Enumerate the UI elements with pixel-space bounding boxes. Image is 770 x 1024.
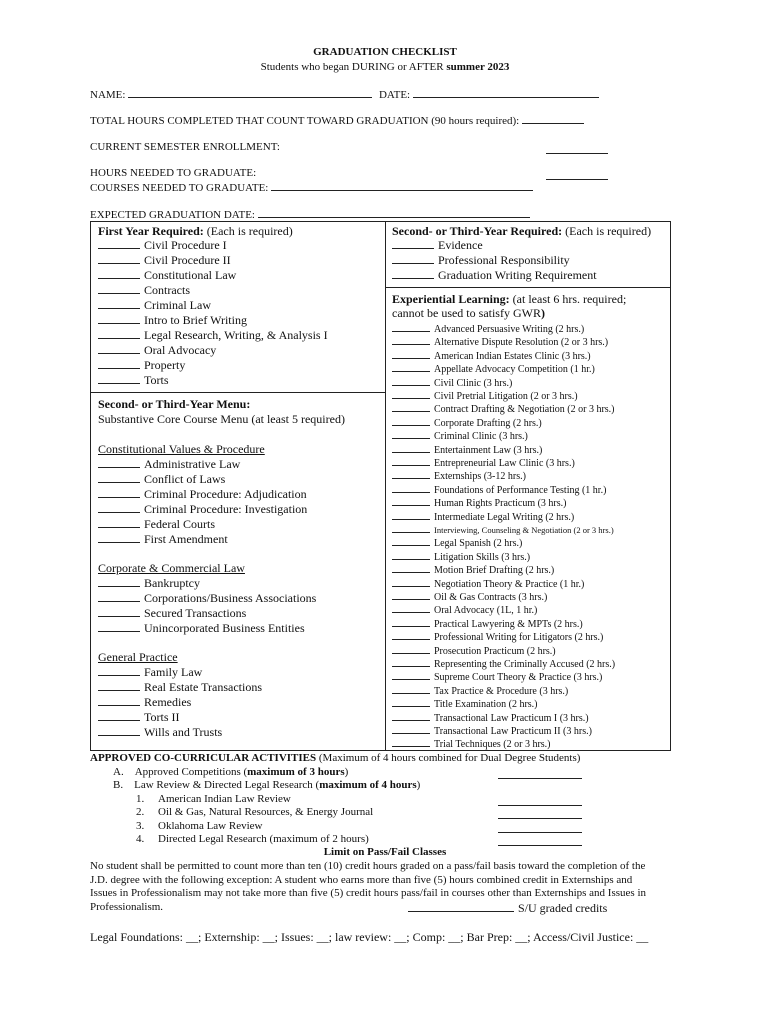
checkbox-line[interactable] bbox=[98, 680, 140, 691]
menu-course[interactable] bbox=[98, 665, 202, 680]
checkbox-line[interactable] bbox=[98, 665, 140, 676]
checkbox-line[interactable] bbox=[392, 656, 430, 667]
experiential-course[interactable] bbox=[392, 629, 603, 643]
first-year-course[interactable] bbox=[98, 298, 211, 313]
first-year-course[interactable] bbox=[98, 268, 236, 283]
course-name: Criminal Law bbox=[144, 298, 211, 312]
subitem-line[interactable] bbox=[498, 809, 582, 819]
checkbox-line[interactable] bbox=[392, 401, 430, 412]
course-name: Litigation Skills (3 hrs.) bbox=[434, 551, 531, 563]
course-name: Corporate Drafting (2 hrs.) bbox=[434, 417, 542, 429]
course-name: Contract Drafting & Negotiation (2 or 3 hrs.) bbox=[434, 404, 615, 416]
course-name: Alternative Dispute Resolution (2 or 3 hrs.) bbox=[434, 337, 609, 349]
course-name: Civil Procedure II bbox=[144, 253, 231, 267]
course-name: Property bbox=[144, 358, 186, 372]
first-year-course[interactable] bbox=[98, 283, 190, 298]
course-name: Real Estate Transactions bbox=[144, 680, 262, 694]
course-name: Human Rights Practicum (3 hrs.) bbox=[434, 498, 567, 510]
checkbox-line[interactable] bbox=[98, 517, 140, 528]
checkbox-line[interactable] bbox=[392, 736, 430, 747]
course-name: Intro to Brief Writing bbox=[144, 313, 247, 327]
checkbox-line[interactable] bbox=[98, 621, 140, 632]
hours-needed-line[interactable] bbox=[546, 170, 608, 180]
experiential-course[interactable] bbox=[392, 710, 589, 724]
first-year-course[interactable] bbox=[98, 313, 247, 328]
course-name: Entertainment Law (3 hrs.) bbox=[434, 444, 543, 456]
course-name: Unincorporated Business Entities bbox=[144, 621, 305, 635]
checkbox-line[interactable] bbox=[98, 238, 140, 249]
item-a-close: ) bbox=[344, 766, 349, 778]
course-name: Supreme Court Theory & Practice (3 hrs.) bbox=[434, 672, 603, 684]
cocurricular-title: APPROVED CO-CURRICULAR ACTIVITIES bbox=[90, 752, 317, 764]
checkbox-line[interactable] bbox=[392, 669, 430, 680]
checkbox-line[interactable] bbox=[98, 502, 140, 513]
checkbox-line[interactable] bbox=[392, 442, 430, 453]
checkbox-line[interactable] bbox=[98, 343, 140, 354]
course-name: Externships (3-12 hrs.) bbox=[434, 471, 526, 483]
cocurricular-item-a bbox=[113, 766, 348, 778]
course-name: Motion Brief Drafting (2 hrs.) bbox=[434, 565, 555, 577]
checkbox-line[interactable] bbox=[98, 358, 140, 369]
subtitle-term: summer 2023 bbox=[446, 61, 510, 73]
item-b-text: Law Review & Directed Legal Research ( bbox=[134, 779, 320, 791]
course-name: Advanced Persuasive Writing (2 hrs.) bbox=[434, 324, 585, 335]
experiential-note-2: cannot be used to satisfy GWR bbox=[392, 306, 541, 320]
date-label: DATE: bbox=[378, 89, 411, 101]
checkbox-line[interactable] bbox=[392, 535, 430, 546]
subitem-number: 1. bbox=[136, 793, 145, 805]
checkbox-line[interactable] bbox=[392, 334, 430, 345]
checkbox-line[interactable] bbox=[392, 428, 430, 439]
checkbox-line[interactable] bbox=[392, 238, 434, 249]
checkbox-line[interactable] bbox=[392, 415, 430, 426]
course-name: Bankruptcy bbox=[144, 576, 200, 590]
experiential-course[interactable] bbox=[392, 562, 554, 576]
checkbox-line[interactable] bbox=[98, 606, 140, 617]
expected-date-line[interactable] bbox=[258, 208, 530, 218]
checkbox-line[interactable] bbox=[392, 495, 430, 506]
checkbox-line[interactable] bbox=[392, 549, 430, 560]
checkbox-line[interactable] bbox=[98, 472, 140, 483]
checkbox-line[interactable] bbox=[392, 253, 434, 264]
course-name: Negotiation Theory & Practice (1 hr.) bbox=[434, 578, 585, 590]
passfail-heading: Limit on Pass/Fail Classes bbox=[323, 846, 447, 858]
name-field[interactable] bbox=[90, 88, 599, 101]
checkbox-line[interactable] bbox=[98, 313, 140, 324]
experiential-course[interactable] bbox=[392, 348, 591, 362]
item-a-limit: maximum of 3 hours bbox=[247, 766, 345, 778]
course-name: Administrative Law bbox=[144, 457, 241, 471]
menu-course[interactable] bbox=[98, 517, 215, 532]
checkbox-line[interactable] bbox=[392, 696, 430, 707]
su-line[interactable] bbox=[408, 902, 514, 912]
course-name: Torts bbox=[144, 373, 169, 387]
course-name: Representing the Criminally Accused (2 hrs.) bbox=[434, 659, 616, 670]
su-label: S/U graded credits bbox=[518, 901, 608, 915]
course-name: Tax Practice & Procedure (3 hrs.) bbox=[434, 685, 569, 697]
menu-group-title: General Practice bbox=[98, 650, 178, 664]
checkbox-line[interactable] bbox=[392, 468, 430, 479]
experiential-course[interactable] bbox=[392, 428, 528, 442]
experiential-course[interactable] bbox=[392, 576, 584, 590]
course-name: Foundations of Performance Testing (1 hr.) bbox=[434, 484, 607, 496]
checkbox-line[interactable] bbox=[98, 695, 140, 706]
course-name: American Indian Estates Clinic (3 hrs.) bbox=[434, 350, 591, 362]
checkbox-line[interactable] bbox=[98, 373, 140, 384]
cocurricular-subitem bbox=[136, 806, 373, 818]
experiential-course[interactable] bbox=[392, 401, 615, 415]
first-year-title: First Year Required: bbox=[98, 224, 204, 238]
total-hours-label: TOTAL HOURS COMPLETED THAT COUNT TOWARD GRADUATION (90 hours required): bbox=[90, 115, 520, 127]
course-name: Wills and Trusts bbox=[144, 725, 223, 739]
subitem-text: Oil & Gas, Natural Resources, & Energy Journal bbox=[158, 806, 374, 819]
experiential-course[interactable] bbox=[392, 616, 583, 630]
checkbox-line[interactable] bbox=[98, 487, 140, 498]
cocurricular-note: (Maximum of 4 hours combined for Dual Degree Students) bbox=[316, 752, 581, 764]
passfail-line-4: Professionalism. bbox=[90, 901, 164, 913]
course-name: Civil Procedure I bbox=[144, 238, 227, 252]
checkbox-line[interactable] bbox=[392, 576, 430, 587]
name-label: NAME: bbox=[90, 89, 126, 101]
menu-course[interactable] bbox=[98, 502, 307, 517]
checkbox-line[interactable] bbox=[392, 321, 430, 332]
checkbox-line[interactable] bbox=[392, 602, 430, 613]
date-line[interactable] bbox=[413, 88, 599, 98]
course-name: Oral Advocacy (1L, 1 hr.) bbox=[434, 605, 538, 617]
experiential-note-1: (at least 6 hrs. required; bbox=[509, 292, 627, 306]
course-name: Practical Lawyering & MPTs (2 hrs.) bbox=[434, 618, 583, 630]
menu-course[interactable] bbox=[98, 606, 246, 621]
experiential-course[interactable] bbox=[392, 549, 530, 563]
course-name: Interviewing, Counseling & Negotiation (2 or 3 hrs.) bbox=[434, 525, 614, 535]
su-field[interactable] bbox=[408, 901, 607, 916]
experiential-heading bbox=[392, 292, 626, 307]
first-year-note: (Each is required) bbox=[203, 224, 293, 238]
experiential-course[interactable] bbox=[392, 669, 602, 683]
footer-tally: Legal Foundations: __; Externship: __; Issues: __; law review: __; Comp: __; Bar Prep: __; Access/Civil Justice: __ bbox=[90, 930, 649, 944]
item-a-marker: A. bbox=[113, 766, 124, 778]
current-enrollment-label: CURRENT SEMESTER ENROLLMENT: bbox=[90, 141, 280, 153]
menu-course[interactable] bbox=[98, 472, 225, 487]
course-name: Entrepreneurial Law Clinic (3 hrs.) bbox=[434, 458, 575, 469]
checkbox-line[interactable] bbox=[392, 723, 430, 734]
expected-date-label: EXPECTED GRADUATION DATE: bbox=[90, 209, 255, 221]
menu-course[interactable] bbox=[98, 710, 179, 725]
experiential-note-close: ) bbox=[540, 306, 545, 320]
checkbox-line[interactable] bbox=[392, 268, 434, 279]
menu-course[interactable] bbox=[98, 591, 316, 606]
subtitle-prefix: Students who began DURING or AFTER bbox=[260, 61, 447, 73]
menu-course[interactable] bbox=[98, 532, 228, 547]
experiential-course[interactable] bbox=[392, 495, 566, 509]
course-name: Transactional Law Practicum II (3 hrs.) bbox=[434, 726, 592, 737]
checkbox-line[interactable] bbox=[98, 532, 140, 543]
course-name: Intermediate Legal Writing (2 hrs.) bbox=[434, 511, 575, 523]
checkbox-line[interactable] bbox=[98, 457, 140, 468]
courses-needed-line[interactable] bbox=[271, 181, 533, 191]
checkbox-line[interactable] bbox=[392, 683, 430, 694]
checkbox-line[interactable] bbox=[392, 643, 430, 654]
checkbox-line[interactable] bbox=[392, 455, 430, 466]
upper-required-course[interactable] bbox=[392, 238, 483, 253]
menu-group-title: Corporate & Commercial Law bbox=[98, 561, 245, 575]
cocurricular-subitem bbox=[136, 820, 262, 832]
upper-required-heading bbox=[392, 224, 651, 239]
cocurricular-subitem bbox=[136, 793, 291, 805]
experiential-course[interactable] bbox=[392, 375, 512, 389]
checkbox-line[interactable] bbox=[98, 283, 140, 294]
courses-needed-field[interactable] bbox=[90, 181, 533, 194]
checkbox-line[interactable] bbox=[392, 589, 430, 600]
experiential-course[interactable] bbox=[392, 468, 526, 482]
item-b-close: ) bbox=[416, 779, 421, 791]
first-year-course[interactable] bbox=[98, 343, 216, 358]
experiential-course[interactable] bbox=[392, 388, 578, 402]
course-name: Legal Spanish (2 hrs.) bbox=[434, 538, 523, 550]
course-name: Evidence bbox=[438, 238, 483, 252]
checkbox-line[interactable] bbox=[392, 348, 430, 359]
menu-course[interactable] bbox=[98, 725, 222, 740]
passfail-line-3: Issues in Professionalism may not take more than five (5) credit hours pass/fail in courses other than Externships and Issues in bbox=[90, 887, 646, 899]
course-name: Civil Pretrial Litigation (2 or 3 hrs.) bbox=[434, 391, 578, 402]
checkbox-line[interactable] bbox=[98, 253, 140, 264]
item-b-marker: B. bbox=[113, 779, 124, 791]
menu-course[interactable] bbox=[98, 621, 305, 636]
upper-required-note: (Each is required) bbox=[562, 224, 652, 238]
current-enrollment-line[interactable] bbox=[546, 144, 608, 154]
checkbox-line[interactable] bbox=[98, 576, 140, 587]
course-name: Transactional Law Practicum I (3 hrs.) bbox=[434, 712, 589, 724]
checkbox-line[interactable] bbox=[392, 522, 430, 533]
course-name: Constitutional Law bbox=[144, 268, 237, 282]
checkbox-line[interactable] bbox=[392, 710, 430, 721]
course-name: Corporations/Business Associations bbox=[144, 591, 317, 605]
checkbox-line[interactable] bbox=[98, 298, 140, 309]
menu-note: Substantive Core Course Menu (at least 5 required) bbox=[98, 412, 345, 426]
experiential-course[interactable] bbox=[392, 643, 556, 657]
courses-needed-label: COURSES NEEDED TO GRADUATE: bbox=[90, 182, 269, 194]
checkbox-line[interactable] bbox=[98, 591, 140, 602]
checkbox-line[interactable] bbox=[392, 361, 430, 372]
first-year-course[interactable] bbox=[98, 238, 227, 253]
experiential-course[interactable] bbox=[392, 683, 568, 697]
experiential-course[interactable] bbox=[392, 656, 615, 670]
subitem-number: 3. bbox=[136, 819, 145, 832]
total-hours-field[interactable] bbox=[90, 114, 584, 127]
menu-heading: Second- or Third-Year Menu: bbox=[98, 397, 251, 411]
cocurricular-subitem bbox=[136, 833, 369, 845]
course-name: Family Law bbox=[144, 665, 203, 679]
course-name: Legal Research, Writing, & Analysis I bbox=[144, 328, 328, 342]
experiential-course[interactable] bbox=[392, 321, 584, 335]
subitem-line[interactable] bbox=[498, 836, 582, 846]
experiential-course[interactable] bbox=[392, 442, 542, 456]
course-name: Prosecution Practicum (2 hrs.) bbox=[434, 645, 556, 657]
course-name: Remedies bbox=[144, 695, 192, 709]
menu-course[interactable] bbox=[98, 457, 240, 472]
course-name: Appellate Advocacy Competition (1 hr.) bbox=[434, 364, 595, 376]
checkbox-line[interactable] bbox=[98, 328, 140, 339]
passfail-line-1: No student shall be permitted to count more than ten (10) credit hours graded on a pass/fail basis toward the completion of the bbox=[90, 860, 646, 872]
experiential-course[interactable] bbox=[392, 415, 542, 429]
subitem-line[interactable] bbox=[498, 823, 582, 833]
experiential-course[interactable] bbox=[392, 696, 538, 710]
subitem-line[interactable] bbox=[498, 796, 582, 806]
subitem-text: American Indian Law Review bbox=[158, 793, 291, 805]
experiential-course[interactable] bbox=[392, 723, 592, 737]
course-name: Criminal Procedure: Investigation bbox=[144, 502, 308, 516]
experiential-course[interactable] bbox=[392, 361, 595, 375]
experiential-course[interactable] bbox=[392, 535, 522, 549]
first-year-course[interactable] bbox=[98, 253, 231, 268]
name-line[interactable] bbox=[128, 88, 372, 98]
first-year-course[interactable] bbox=[98, 328, 328, 343]
item-a-text: Approved Competitions ( bbox=[134, 766, 248, 778]
subitem-number: 4. bbox=[136, 832, 145, 845]
checkbox-line[interactable] bbox=[392, 388, 430, 399]
upper-required-course[interactable] bbox=[392, 253, 570, 268]
first-year-course[interactable] bbox=[98, 358, 185, 373]
menu-course[interactable] bbox=[98, 680, 262, 695]
course-name: Federal Courts bbox=[144, 517, 215, 531]
experiential-note bbox=[392, 306, 545, 321]
experiential-course[interactable] bbox=[392, 482, 606, 496]
menu-course[interactable] bbox=[98, 576, 200, 591]
course-name: Oral Advocacy bbox=[144, 343, 217, 357]
course-name: Criminal Procedure: Adjudication bbox=[144, 487, 307, 501]
checkbox-line[interactable] bbox=[392, 629, 430, 640]
expected-date-field[interactable] bbox=[90, 208, 530, 221]
checkbox-line[interactable] bbox=[392, 562, 430, 573]
subitem-number: 2. bbox=[136, 806, 145, 819]
item-b-limit: maximum of 4 hours bbox=[319, 779, 417, 791]
course-name: Secured Transactions bbox=[144, 606, 247, 620]
experiential-course[interactable] bbox=[392, 589, 547, 603]
checkbox-line[interactable] bbox=[392, 375, 430, 386]
course-name: First Amendment bbox=[144, 532, 228, 546]
course-name: Trial Techniques (2 or 3 hrs.) bbox=[434, 739, 551, 751]
subitem-text: Oklahoma Law Review bbox=[158, 819, 263, 832]
course-name: Contracts bbox=[144, 283, 190, 297]
experiential-title: Experiential Learning: bbox=[392, 292, 510, 306]
cocurricular-item-b bbox=[113, 779, 420, 791]
course-name: Civil Clinic (3 hrs.) bbox=[434, 377, 513, 389]
course-name: Conflict of Laws bbox=[144, 472, 226, 486]
checkbox-line[interactable] bbox=[392, 509, 430, 520]
page-subtitle bbox=[0, 61, 770, 73]
course-name: Graduation Writing Requirement bbox=[438, 268, 597, 282]
course-name: Oil & Gas Contracts (3 hrs.) bbox=[434, 592, 548, 603]
upper-required-title: Second- or Third-Year Required: bbox=[392, 224, 563, 238]
experiential-course[interactable] bbox=[392, 334, 608, 348]
experiential-course[interactable] bbox=[392, 602, 537, 616]
passfail-line-2: J.D. degree with the following exception: A student who earns more than five (5) hours combined credit in Externships and bbox=[90, 874, 633, 886]
menu-course[interactable] bbox=[98, 695, 191, 710]
cocurricular-heading bbox=[90, 752, 580, 764]
checkbox-line[interactable] bbox=[392, 482, 430, 493]
menu-course[interactable] bbox=[98, 487, 307, 502]
experiential-course[interactable] bbox=[392, 509, 574, 523]
first-year-heading bbox=[98, 224, 293, 239]
experiential-course[interactable] bbox=[392, 736, 551, 750]
competitions-line[interactable] bbox=[498, 769, 582, 779]
experiential-course[interactable] bbox=[392, 455, 575, 469]
first-year-course[interactable] bbox=[98, 373, 169, 388]
total-hours-line[interactable] bbox=[522, 114, 584, 124]
menu-group-title: Constitutional Values & Procedure bbox=[98, 442, 265, 456]
upper-required-course[interactable] bbox=[392, 268, 597, 283]
subitem-text: Directed Legal Research (maximum of 2 hours) bbox=[158, 832, 369, 845]
course-name: Professional Writing for Litigators (2 hrs.) bbox=[434, 632, 604, 644]
checkbox-line[interactable] bbox=[98, 710, 140, 721]
page-title: GRADUATION CHECKLIST bbox=[313, 46, 457, 58]
course-name: Title Examination (2 hrs.) bbox=[434, 699, 538, 711]
checkbox-line[interactable] bbox=[98, 268, 140, 279]
course-name: Torts II bbox=[144, 710, 180, 724]
hours-needed-label: HOURS NEEDED TO GRADUATE: bbox=[90, 167, 257, 179]
experiential-course[interactable] bbox=[392, 522, 614, 535]
checkbox-line[interactable] bbox=[98, 725, 140, 736]
course-name: Professional Responsibility bbox=[438, 253, 570, 267]
checkbox-line[interactable] bbox=[392, 616, 430, 627]
course-name: Criminal Clinic (3 hrs.) bbox=[434, 431, 528, 443]
